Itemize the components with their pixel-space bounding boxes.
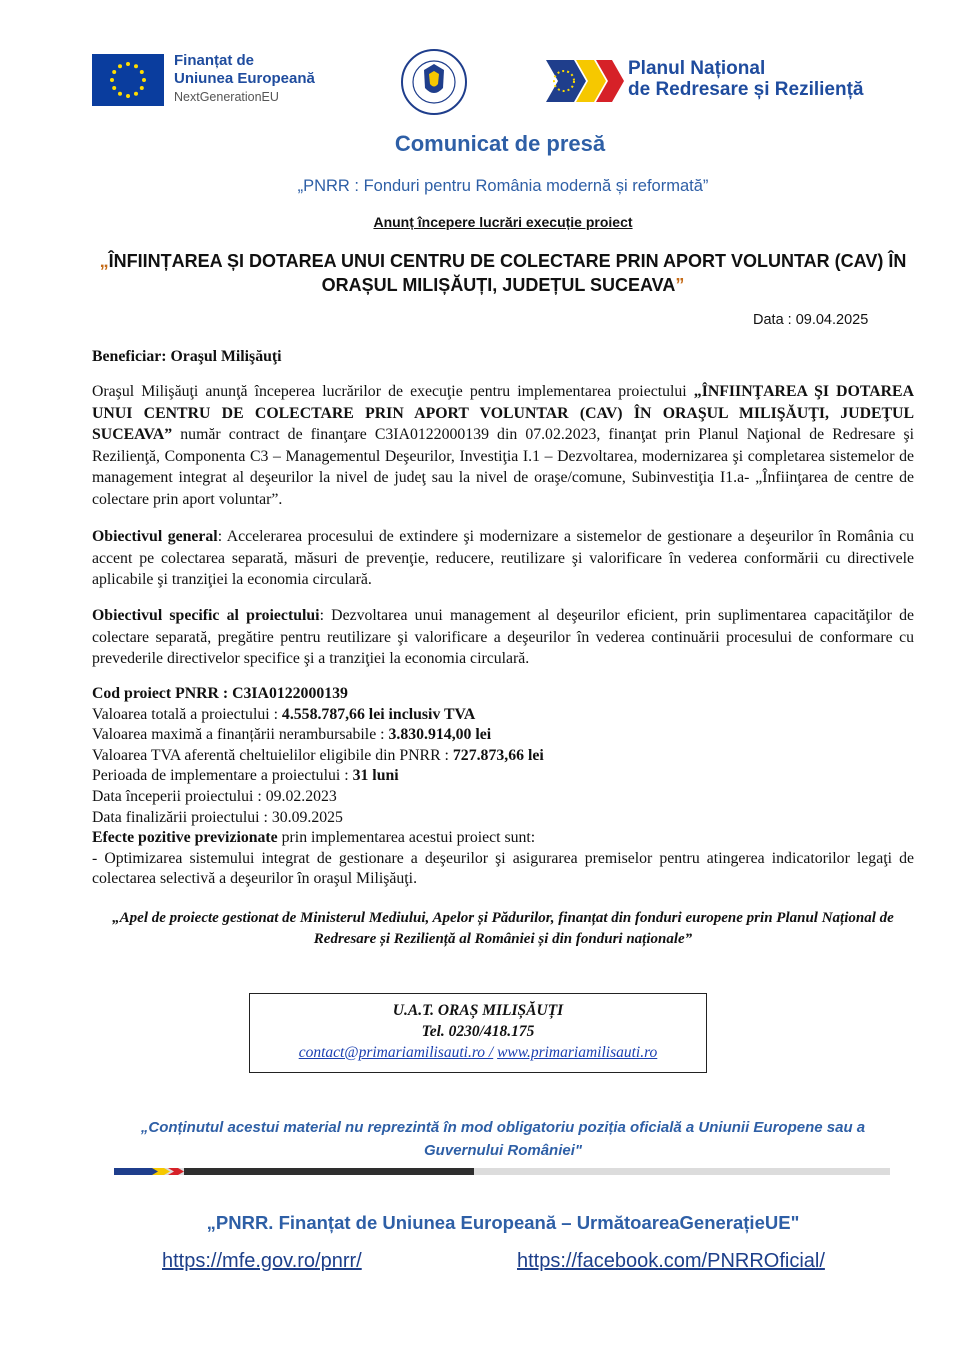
start-date: Data începerii proiectului : 09.02.2023 (92, 787, 337, 805)
specific-objective (92, 605, 914, 670)
contact-box (249, 993, 707, 1073)
pnrr-logo-line2: de Redresare și Reziliență (628, 79, 864, 100)
eu-logo-line2: Uniunea Europeană (174, 70, 315, 87)
eu-disclaimer: „Conținutul acestui material nu reprezintă în mod obligatoriu poziția oficială a Uniunii Europene sau a Guvernului României" (140, 1119, 866, 1159)
general-objective-label: Obiectivul general (92, 528, 218, 545)
project-title (90, 249, 916, 297)
pnrr-logo (546, 52, 868, 110)
effect-item: - Optimizarea sistemului integrat de gestionare a deşeurilor şi asigurarea premiselor pentru atingerea indicatorilor legaţi de colectarea selectivă a deşeurilor în oraşul Milişăuţi. (92, 849, 914, 888)
max-funding-value: 3.830.914,00 lei (388, 726, 492, 744)
period-label: Perioada de implementare a proiectului : (92, 767, 353, 785)
contact-website-link[interactable]: www.primariamilisauti.ro (497, 1044, 658, 1061)
specific-objective-text: : Dezvoltarea unui management al deşeurilor eficient, prin suplimentarea capacităţilor de colectare separată, pregătire pentru reutilizare şi valorificare a deşeurilor în vederea continuării procesului de conformare cu prevederile directivelor specifice şi a tranziţiei la economia circulară. (92, 607, 914, 667)
eu-funding-logo (92, 52, 324, 110)
page-title: Comunicat de presă (394, 131, 606, 156)
effects-row (92, 828, 914, 849)
contact-org: U.A.T. ORAȘ MILIȘĂUȚI (392, 1002, 564, 1019)
contact-phone: Tel. 0230/418.175 (421, 1023, 535, 1040)
project-details (92, 684, 914, 890)
max-funding-row (92, 725, 914, 746)
pnrr-flag-arrow-icon (546, 52, 624, 110)
pnrr-slogan: „PNRR. Finanțat de Uniunea Europeană – UrmătoareaGenerațieUE" (206, 1212, 800, 1233)
vat-label: Valoarea TVA aferentă cheltuielilor eligibile din PNRR : (92, 746, 453, 764)
pnrr-logo-line1: Planul Național (628, 58, 766, 79)
contact-email-link[interactable]: contact@primariamilisauti.ro / (298, 1044, 494, 1061)
press-date: Data : 09.04.2025 (753, 312, 869, 328)
general-objective (92, 526, 914, 591)
effects-label: Efecte pozitive previzionate (92, 829, 278, 847)
intro-project-name: „ÎNFIINŢAREA ŞI DOTAREA UNUI CENTRU DE COLECTARE PRIN APORT VOLUNTAR (CAV) ÎN ORAŞUL MILIŞĂUŢI, JUDEŢUL SUCEAVA” (92, 383, 914, 443)
total-value-label: Valoarea totală a proiectului : (92, 705, 282, 723)
vat-value: 727.873,66 lei (452, 746, 544, 764)
announcement-heading: Anunț începere lucrări execuție proiect (373, 214, 633, 230)
eu-logo-line1: Finanțat de (174, 52, 255, 69)
total-value-row (92, 705, 914, 726)
eu-flag-icon (92, 54, 164, 106)
footer-divider-bar (114, 1163, 890, 1179)
contact-links (250, 1042, 706, 1063)
project-code: Cod proiect PNRR : C3IA0122000139 (92, 685, 348, 702)
vat-row (92, 746, 914, 767)
intro-text-1: Oraşul Milişăuţi anunţă începerea lucrărilor de execuţie pentru implementarea proiectului (92, 383, 694, 400)
end-date: Data finalizării proiectului : 30.09.2025 (92, 808, 343, 826)
page-subtitle: „PNRR : Fonduri pentru România modernă și reformată” (297, 177, 709, 195)
period-row (92, 766, 914, 787)
total-value: 4.558.787,66 lei inclusiv TVA (281, 705, 476, 723)
effects-text: prin implementarea acestui proiect sunt: (277, 829, 536, 847)
general-objective-text: : Accelerarea procesului de extindere şi modernizare a sistemelor de gestionare a deşeurilor în România cu accent pe colectarea separată, măsuri de prevenţie, reducere, reutilizare şi valorificare în vederea conformării cu directivele aplicabile şi tranziţiei la economia circulară. (92, 528, 914, 588)
title-open-quote: „ (99, 251, 109, 271)
max-funding-label: Valoarea maximă a finanțării nerambursabile : (92, 726, 389, 744)
specific-objective-label: Obiectivul specific al proiectului (92, 607, 320, 624)
intro-text-2: număr contract de finanţare C3IA0122000139 din 07.02.2023, finanţat prin Planul Naţional de Redresare şi Rezilienţă, Componenta C3 – Managementul Deşeurilor, Investiţia I.1 – Dezvoltarea, modernizarea şi completarea sistemelor de management integrat al deşeurilor la nivel de judeţ sau la nivel de oraşe/comune, Subinvestiţia I1.a- „Înfiinţarea de centre de colectare prin aport voluntar”. (92, 426, 914, 508)
facebook-pnrr-link[interactable]: https://facebook.com/PNRROficial/ (517, 1250, 825, 1272)
intro-paragraph (92, 381, 914, 510)
period-value: 31 luni (352, 767, 399, 785)
call-statement: „Apel de proiecte gestionat de Ministerul Mediului, Apelor și Pădurilor, finanțat din fonduri europene prin Planul Național de Redresare și Reziliență al României și din fonduri naționale” (112, 910, 894, 947)
title-close-quote: ” (675, 275, 685, 295)
government-seal-icon (400, 48, 468, 116)
mfe-pnrr-link[interactable]: https://mfe.gov.ro/pnrr/ (162, 1250, 362, 1272)
project-title-text: ÎNFIINȚAREA ȘI DOTAREA UNUI CENTRU DE COLECTARE PRIN APORT VOLUNTAR (CAV) ÎN ORAȘUL MILIȘĂUȚI, JUDEȚUL SUCEAVA (108, 251, 907, 295)
eu-logo-line3: NextGenerationEU (174, 90, 279, 104)
beneficiary: Beneficiar: Oraşul Milişăuţi (92, 348, 282, 365)
